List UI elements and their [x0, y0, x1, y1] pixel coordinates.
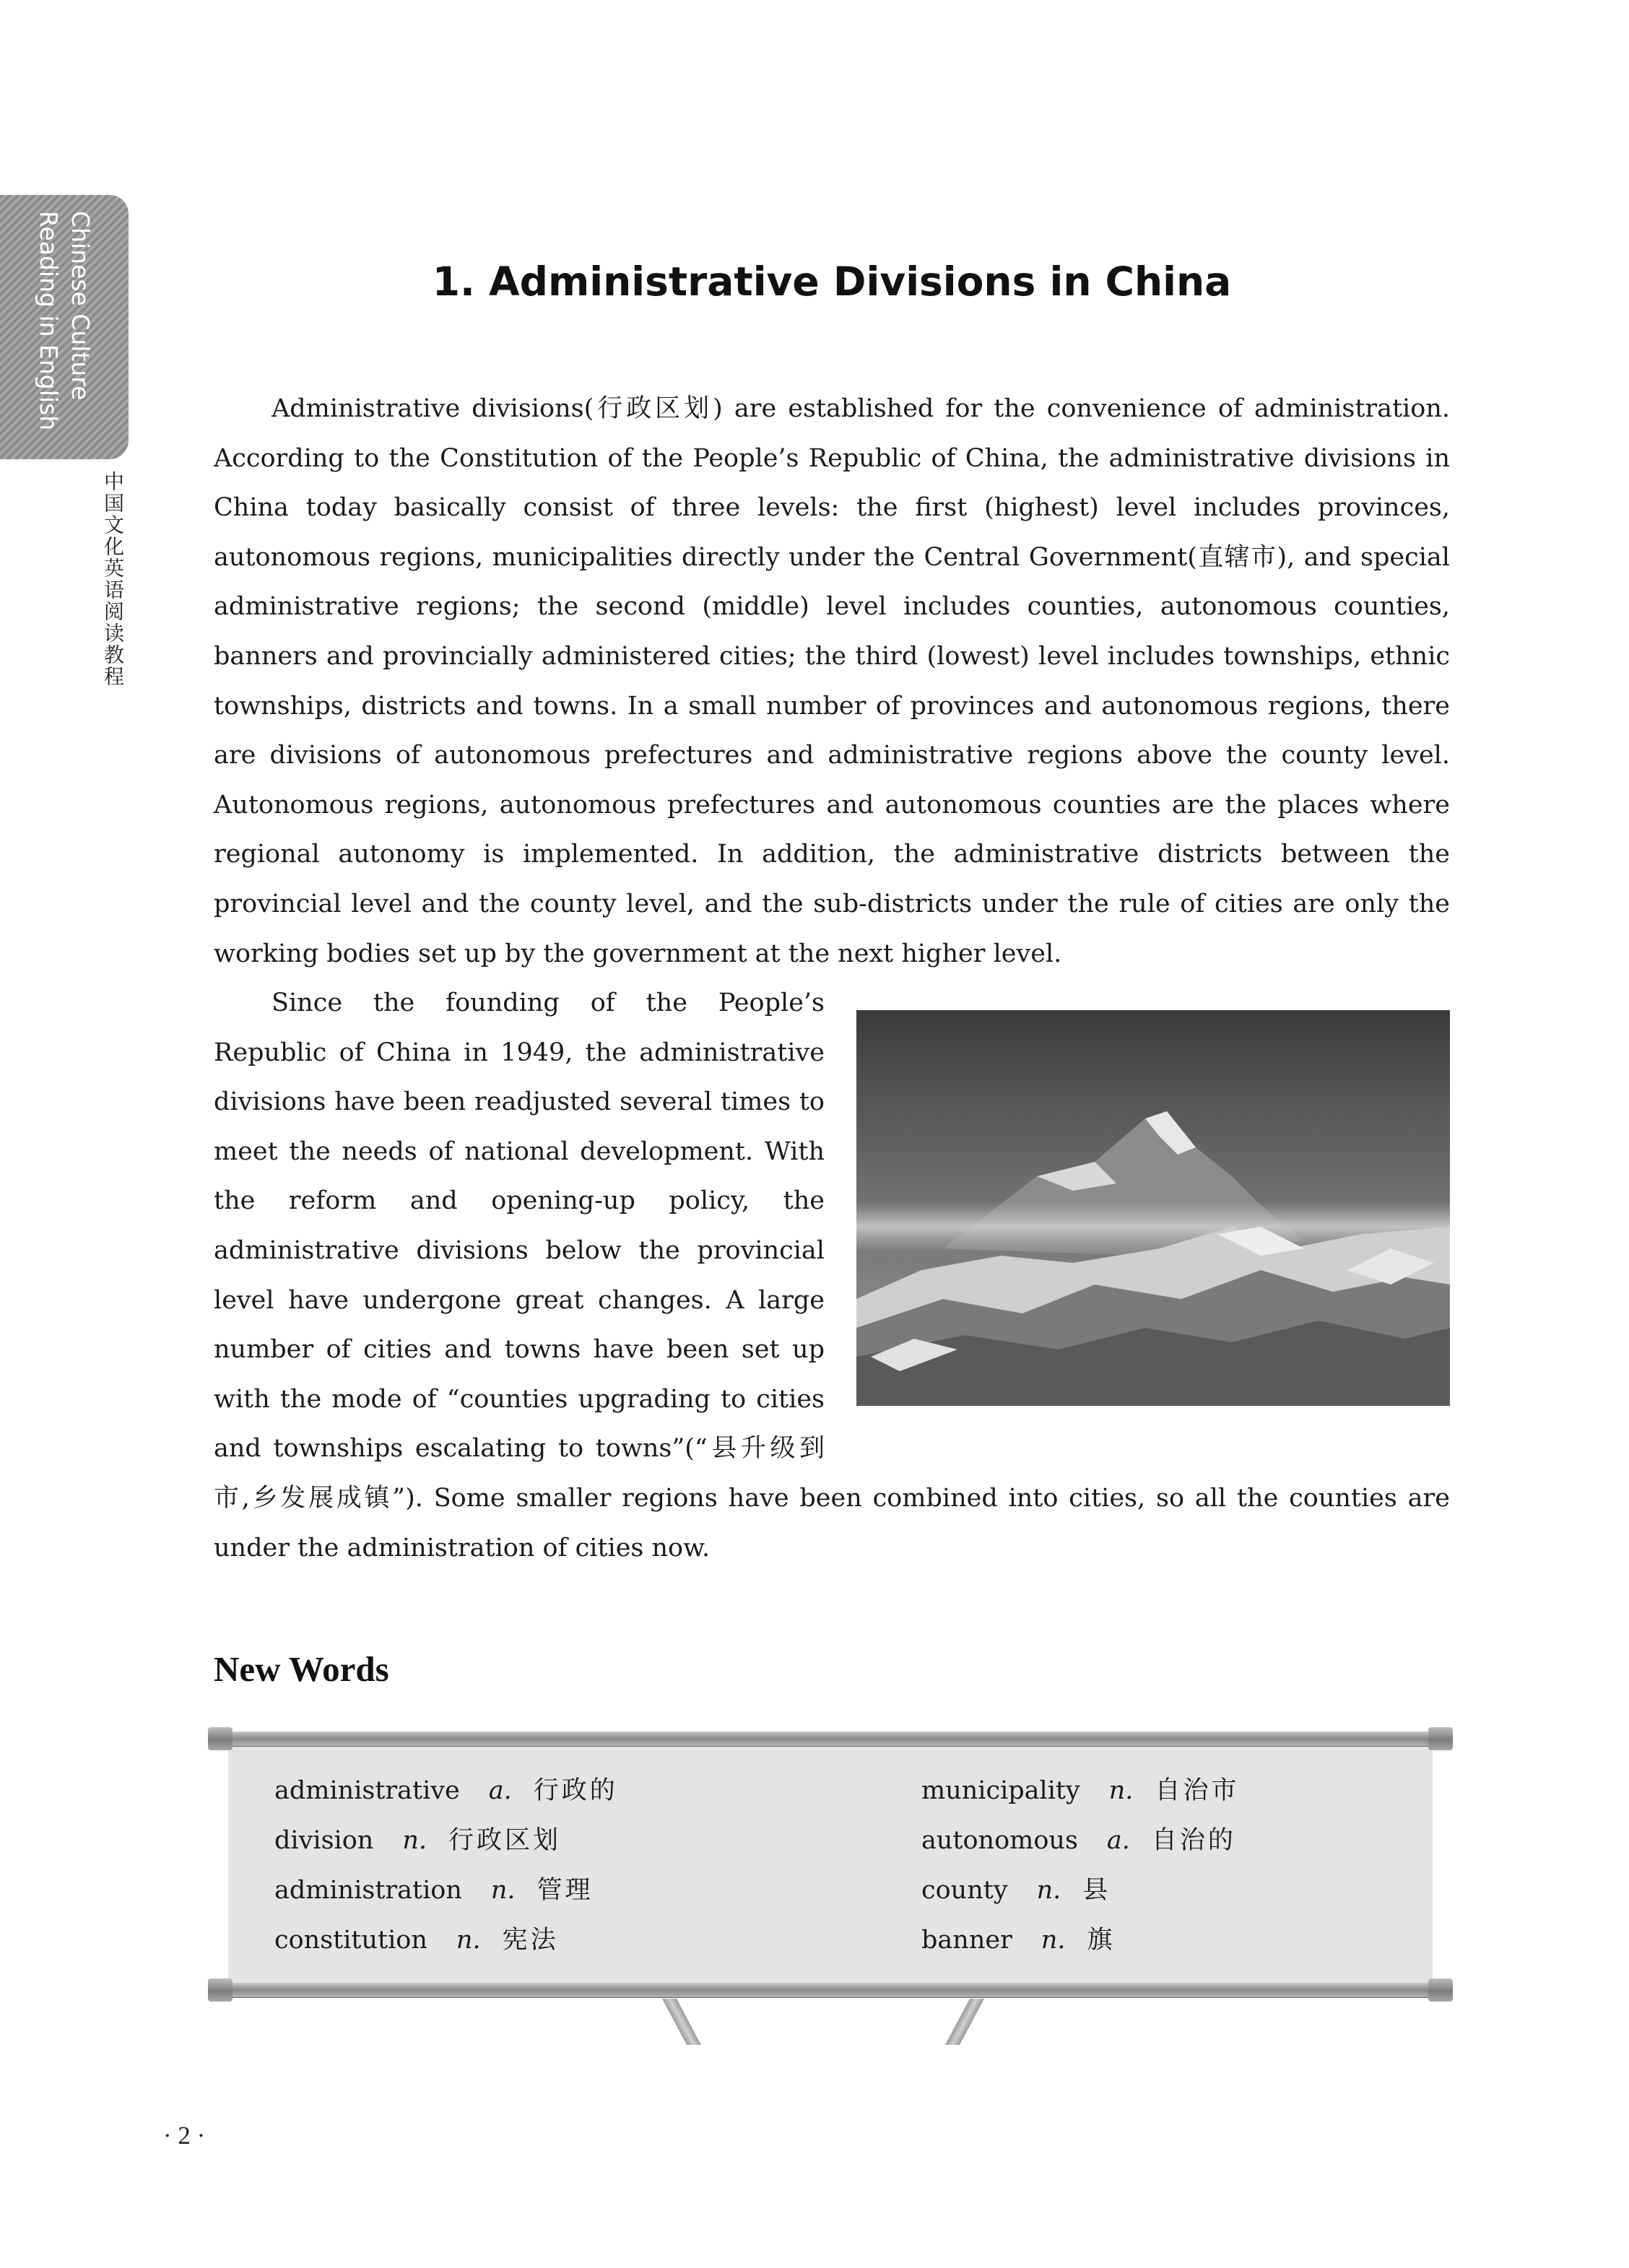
- vocabulary-item: [921, 1766, 1239, 1816]
- rail-cap-icon: [1428, 1727, 1453, 1750]
- side-tab-line1: Chinese Culture: [66, 211, 95, 401]
- vocab-pos: n.: [456, 1926, 481, 1955]
- side-tab-line2: Reading in English: [35, 211, 63, 431]
- vocab-pos: n.: [1108, 1776, 1134, 1805]
- vocab-word: administrative: [274, 1776, 460, 1805]
- vocab-meaning: 行政区划: [448, 1826, 562, 1855]
- vocabulary-item: [274, 1916, 618, 1965]
- vocab-meaning: 管理: [537, 1876, 594, 1905]
- paragraph-2: Since the founding of the People’s Republic of China in 1949, the administrative divisions have been readjusted several times to meet the needs of national development. With the reform and opening-up policy, the administrative divisions below the provincial level have undergone great changes. A large number of cities and towns have been set up with the mode of “counties upgrading to cities and townships escalating to towns”(“县升级到市,乡发展成镇”). Some smaller regions have been combined into cities, so all the counties are under the administration of cities now.: [214, 989, 1450, 1563]
- vocab-meaning: 行政的: [533, 1776, 618, 1805]
- book-title-chinese: 中国文化英语阅读教程: [101, 471, 125, 687]
- vocab-word: division: [274, 1826, 374, 1855]
- vocab-word: constitution: [274, 1926, 427, 1955]
- rail-cap-icon: [208, 1727, 233, 1750]
- vocabulary-item: [921, 1916, 1239, 1965]
- vocab-meaning: 自治的: [1151, 1826, 1236, 1855]
- rail-cap-icon: [208, 1978, 233, 2002]
- vocabulary-item: [274, 1766, 618, 1816]
- vocab-word: municipality: [921, 1776, 1080, 1805]
- vocab-pos: a.: [488, 1776, 512, 1805]
- vocabulary-item: [921, 1866, 1239, 1916]
- board-top-rail: [211, 1732, 1450, 1746]
- vocab-word: county: [921, 1876, 1008, 1905]
- vocab-meaning: 县: [1082, 1876, 1111, 1905]
- page-number: · 2 ·: [163, 2121, 206, 2150]
- page-title: 1. Administrative Divisions in China: [432, 258, 1232, 305]
- board-leg-right: [945, 1999, 984, 2045]
- paragraph-2-container: [214, 978, 1450, 1573]
- vocab-pos: n.: [1036, 1876, 1061, 1905]
- vocabulary-item: [274, 1866, 618, 1916]
- vocab-pos: a.: [1106, 1826, 1130, 1855]
- side-tab-label: [0, 195, 129, 459]
- new-words-heading: New Words: [214, 1649, 389, 1689]
- vocab-pos: n.: [1041, 1926, 1066, 1955]
- vocab-meaning: 宪法: [502, 1926, 559, 1955]
- board-bottom-rail: [211, 1983, 1450, 1997]
- board-leg-left: [662, 1999, 701, 2045]
- vocab-pos: n.: [490, 1876, 516, 1905]
- vocabulary-item: [921, 1816, 1239, 1866]
- photo-frame: [856, 1010, 1450, 1429]
- vocabulary-list-left: [274, 1766, 618, 1965]
- vocab-word: banner: [921, 1926, 1012, 1955]
- vocab-word: autonomous: [921, 1826, 1078, 1855]
- rail-cap-icon: [1428, 1978, 1453, 2002]
- vocab-pos: n.: [402, 1826, 427, 1855]
- vocab-meaning: 旗: [1087, 1926, 1116, 1955]
- vocab-meaning: 自治市: [1155, 1776, 1240, 1805]
- vocab-word: administration: [274, 1876, 462, 1905]
- mountain-photo: [856, 1010, 1450, 1406]
- paragraph-1: Administrative divisions(行政区划) are established for the convenience of administration. According to the Constitution of the People’s Republic of China, the administrative divisions in China today basically consist of three levels: the first (highest) level includes provinces, autonomous regions, municipalities directly under the Central Government(直辖市), and special administrative regions; the second (middle) level includes counties, autonomous counties, banners and provincially administered cities; the third (lowest) level includes townships, ethnic townships, districts and towns. In a small number of provinces and autonomous regions, there are divisions of autonomous prefectures and administrative regions above the county level. Autonomous regions, autonomous prefectures and autonomous counties are the places where regional autonomy is implemented. In addition, the administrative districts between the provincial level and the county level, and the sub-districts under the rule of cities are only the working bodies set up by the government at the next higher level.: [214, 394, 1450, 968]
- vocabulary-list-right: [921, 1766, 1239, 1965]
- vocabulary-item: [274, 1816, 618, 1866]
